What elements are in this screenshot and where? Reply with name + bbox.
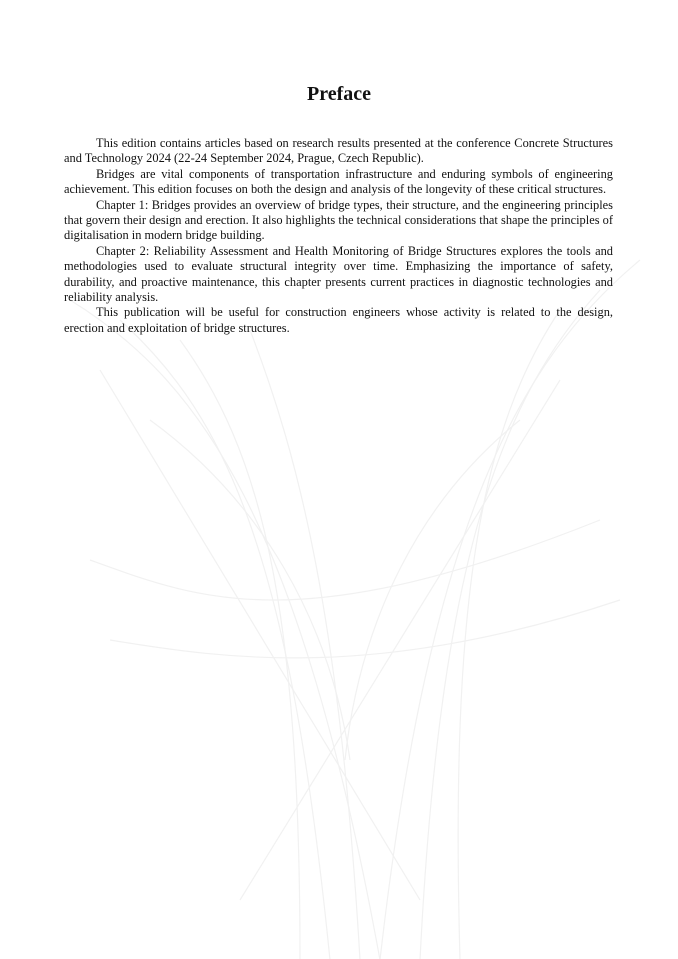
paragraph-1: This edition contains articles based on research results presented at the conference Concrete Structures and Technology 2024 (22-24 September 2024, Prague, Czech Republic). bbox=[64, 136, 613, 166]
paragraph-3: Chapter 1: Bridges provides an overview of bridge types, their structure, and the engineering principles that govern their design and erection. It also highlights the technical considerations that shape the principles of digitalisation in modern bridge building. bbox=[64, 197, 613, 243]
preface-body bbox=[64, 136, 613, 336]
paragraph-4: Chapter 2: Reliability Assessment and Health Monitoring of Bridge Structures explores the tools and methodologies used to evaluate structural integrity over time. Emphasizing the importance of safety, durability, and proactive maintenance, this chapter presents current practices in diagnostic technologies and reliability analysis. bbox=[64, 243, 613, 305]
paragraph-2: Bridges are vital components of transportation infrastructure and enduring symbols of engineering achievement. This edition focuses on both the design and analysis of the longevity of these critical structures. bbox=[64, 166, 613, 197]
page-title: Preface bbox=[306, 83, 372, 105]
paragraph-5: This publication will be useful for construction engineers whose activity is related to the design, erection and exploitation of bridge structures. bbox=[64, 305, 613, 335]
